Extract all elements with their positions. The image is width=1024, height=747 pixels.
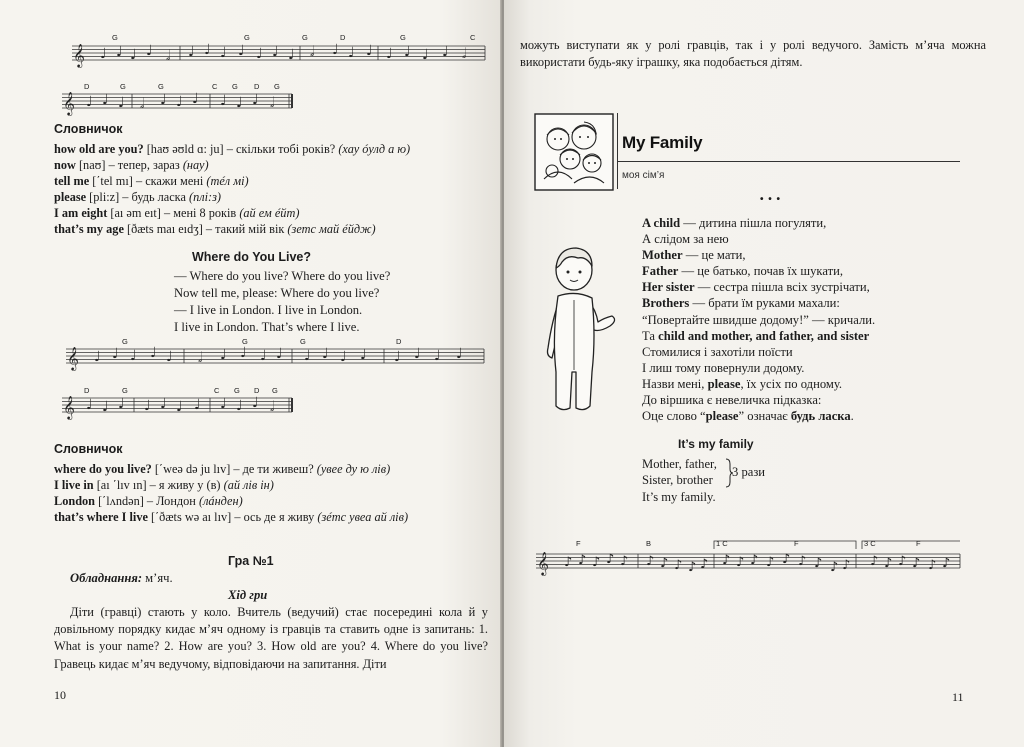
child-illustration (538, 240, 618, 420)
svg-text:♩: ♩ (260, 348, 267, 364)
svg-text:♩: ♩ (146, 43, 153, 59)
svg-text:♪: ♪ (798, 554, 807, 569)
chord-label: C (212, 82, 218, 91)
chord-label: G (232, 82, 238, 91)
svg-text:♩: ♩ (220, 396, 227, 412)
chord-label: G (302, 33, 308, 42)
poem-line: І лиш тому повернули додому. (642, 360, 805, 375)
svg-text:♩: ♩ (304, 348, 311, 364)
chord-label: G (244, 33, 250, 42)
svg-text:♩: ♩ (252, 92, 259, 108)
song-line: Sister, brother (642, 473, 713, 487)
chord-label: 3 C (864, 539, 876, 548)
vocab-entry: tell me [΄tel mı] – скажи мені (тéл мі) (54, 174, 249, 188)
svg-text:♩: ♩ (276, 346, 283, 362)
svg-text:𝅗𝅥: 𝅗𝅥 (462, 46, 467, 62)
svg-text:♩: ♩ (422, 47, 429, 63)
vocab-entry: where do you live? [΄weə də ju lıv] – де ти живеш? (увее ду ю лів) (54, 462, 391, 476)
section-subtitle: моя сім’я (622, 170, 665, 181)
chord-label: F (916, 539, 921, 548)
svg-text:♩: ♩ (348, 45, 355, 61)
svg-text:♪: ♪ (830, 560, 839, 575)
svg-text:♪: ♪ (688, 560, 697, 575)
svg-text:♩: ♩ (130, 47, 137, 63)
svg-text:♪: ♪ (782, 552, 791, 567)
chord-label: F (794, 539, 799, 548)
svg-text:♩: ♩ (386, 46, 393, 62)
vocab-heading: Словничок (54, 442, 123, 456)
svg-text:♩: ♩ (404, 44, 411, 60)
asterisks: • • • (760, 194, 782, 205)
svg-text:♩: ♩ (100, 46, 107, 62)
svg-text:♩: ♩ (252, 395, 259, 411)
svg-text:♩: ♩ (118, 396, 125, 412)
svg-text:♪: ♪ (578, 553, 587, 568)
svg-text:♪: ♪ (884, 556, 893, 571)
chord-label: G (242, 337, 248, 346)
song-line: — I live in London. I live in London. (174, 303, 363, 317)
svg-text:♩: ♩ (102, 399, 109, 415)
poem-line: Father — це батько, почав їх шукати, (642, 264, 843, 279)
svg-text:♩: ♩ (236, 398, 243, 414)
svg-text:𝅗𝅥: 𝅗𝅥 (270, 399, 275, 415)
poem-line: “Повертайте швидше додому!” — кричали. (642, 312, 876, 327)
svg-text:♩: ♩ (194, 397, 201, 413)
game-text: Діти (гравці) стають у коло. Вчитель (ведучий) стає посередині кола й у довільному порядку кидає м’яч одному із гравців та ставить одне із запитань: 1. What is your name? 2. How are you? 3. How old are you? 4. Where do you live? Гравець кидає м’яч ведучому, відповідаючи на запитання. Діти (54, 605, 488, 671)
svg-text:♪: ♪ (674, 558, 683, 573)
svg-text:𝄞: 𝄞 (537, 551, 549, 575)
chord-label: D (84, 386, 90, 395)
chord-label: G (122, 337, 128, 346)
song-title: It’s my family (678, 437, 754, 451)
svg-text:♩: ♩ (166, 349, 173, 365)
svg-text:♩: ♩ (176, 399, 183, 415)
svg-text:♩: ♩ (160, 92, 167, 108)
svg-text:♪: ♪ (928, 558, 937, 573)
svg-text:♩: ♩ (360, 347, 367, 363)
poem-line: Назви мені, please, їх усіх по одному. (642, 376, 843, 391)
vocab-entry: please [pli:z] – будь ласка (плі:з) (54, 190, 222, 204)
svg-text:♩: ♩ (256, 46, 263, 62)
chord-label: G (274, 82, 280, 91)
family-icon (534, 113, 614, 191)
chord-label: G (400, 33, 406, 42)
repeat-note: 3 рази (732, 465, 766, 479)
svg-text:♩: ♩ (144, 398, 151, 414)
poem-line: Her sister — сестра пішла всіх зустрічати, (642, 280, 870, 295)
title-vertical-rule (617, 113, 618, 189)
chord-label: F (576, 539, 581, 548)
svg-text:♪: ♪ (766, 555, 775, 570)
chord-label: D (84, 82, 90, 91)
vocab-heading: Словничок (54, 122, 123, 136)
svg-text:♪: ♪ (750, 553, 759, 568)
svg-text:♩: ♩ (86, 397, 93, 413)
svg-text:♩: ♩ (86, 94, 93, 110)
svg-text:♩: ♩ (188, 44, 195, 60)
svg-text:♪: ♪ (870, 554, 879, 569)
svg-text:𝄞: 𝄞 (67, 346, 79, 370)
svg-text:♪: ♪ (736, 555, 745, 570)
svg-text:♩: ♩ (94, 349, 101, 365)
chord-label: G (120, 82, 126, 91)
chord-label: G (300, 337, 306, 346)
svg-text:𝄞: 𝄞 (63, 395, 75, 419)
poem-line: A child — дитина пішла погуляти, (642, 216, 827, 230)
svg-text:𝄞: 𝄞 (63, 91, 75, 115)
chord-label: G (158, 82, 164, 91)
poem-line: Стомилися і захотіли поїсти (642, 344, 793, 359)
vocab-entry: I am eight [aı əm eıt] – мені 8 років (ай ем éйт) (54, 206, 300, 220)
svg-text:♪: ♪ (646, 554, 655, 569)
chord-label: D (396, 337, 402, 346)
song-line: I live in London. That’s where I live. (174, 320, 360, 334)
chord-label: D (254, 82, 260, 91)
vocab-entry: that’s where I live [΄ðæts wə aı lıv] – ось де я живу (зéтс увеа ай лів) (54, 510, 409, 524)
right-page (504, 0, 1024, 747)
game-title: Гра №1 (228, 554, 274, 568)
svg-text:𝅗𝅥: 𝅗𝅥 (270, 95, 275, 111)
svg-text:♩: ♩ (116, 44, 123, 60)
svg-text:♪: ♪ (814, 556, 823, 571)
page-number: 11 (952, 690, 964, 704)
svg-text:♩: ♩ (322, 346, 329, 362)
svg-text:♪: ♪ (620, 554, 629, 569)
poem-line: А слідом за нею (642, 232, 729, 247)
chord-label: B (646, 539, 652, 548)
music-staff-2 (60, 82, 300, 118)
svg-text:♩: ♩ (272, 44, 279, 60)
svg-text:♪: ♪ (606, 552, 615, 567)
svg-text:♩: ♩ (204, 42, 211, 58)
song-line: It’s my family. (642, 490, 716, 504)
music-staff-4 (60, 386, 300, 422)
svg-text:♪: ♪ (942, 556, 951, 571)
svg-text:𝅗𝅥: 𝅗𝅥 (310, 44, 315, 60)
chord-label: G (272, 386, 278, 395)
song-line: Mother, father, (642, 457, 717, 471)
poem-line: До віршика є невеличка підказка: (642, 393, 822, 408)
svg-text:♩: ♩ (102, 92, 109, 108)
svg-text:♩: ♩ (130, 348, 137, 364)
svg-text:♩: ♩ (366, 43, 373, 59)
svg-text:♩: ♩ (332, 42, 339, 58)
svg-text:♪: ♪ (898, 554, 907, 569)
page-number: 10 (54, 688, 66, 702)
svg-text:♩: ♩ (220, 45, 227, 61)
svg-text:♩: ♩ (160, 396, 167, 412)
song-line: — Where do you live? Where do you live? (174, 269, 391, 283)
svg-text:♪: ♪ (842, 558, 851, 573)
svg-text:♪: ♪ (700, 557, 709, 572)
svg-text:♩: ♩ (456, 346, 463, 362)
svg-text:♩: ♩ (220, 93, 227, 109)
music-staff-5 (534, 538, 964, 582)
vocab-entry: now [naʊ] – тепер, зараз (нау) (54, 158, 209, 172)
chord-label: 1 C (716, 539, 728, 548)
svg-text:♩: ♩ (150, 345, 157, 361)
chord-label: D (254, 386, 260, 395)
chord-label: D (340, 33, 346, 42)
svg-text:♩: ♩ (414, 346, 421, 362)
svg-text:♩: ♩ (176, 94, 183, 110)
chord-label: C (214, 386, 220, 395)
chord-label: G (234, 386, 240, 395)
song-title: Where do You Live? (192, 250, 311, 264)
svg-text:♩: ♩ (238, 43, 245, 59)
game-procedure-title: Хід гри (228, 588, 268, 602)
svg-text:♪: ♪ (660, 556, 669, 571)
song-line: Now tell me, please: Where do you live? (174, 286, 380, 300)
vocab-entry: how old are you? [haʊ əʊld ɑ: ju] – скільки тобі років? (хау óулд а ю) (54, 142, 411, 156)
svg-text:𝅗𝅥: 𝅗𝅥 (140, 96, 145, 112)
vocab-entry: that’s my age [ðæts maı eıdʒ] – такий мій вік (зетс май éйдж) (54, 222, 376, 236)
game-equipment: Обладнання: м’яч. (70, 571, 173, 585)
svg-text:♪: ♪ (564, 555, 573, 570)
svg-text:♪: ♪ (722, 553, 731, 568)
left-page (0, 0, 502, 747)
chord-label: G (112, 33, 118, 42)
intro-text: можуть виступати як у ролі гравців, так і у ролі ведучого. Замість м’яча можна використати будь-яку іграшку, яка подобається дітям. (520, 38, 986, 70)
svg-text:♩: ♩ (192, 91, 199, 107)
chord-label: C (470, 33, 476, 42)
svg-text:♩: ♩ (394, 349, 401, 365)
svg-text:♩: ♩ (434, 348, 441, 364)
svg-text:𝅗𝅥: 𝅗𝅥 (166, 48, 171, 64)
svg-text:♩: ♩ (220, 347, 227, 363)
svg-text:♩: ♩ (118, 95, 125, 111)
svg-text:♩: ♩ (340, 349, 347, 365)
poem-line: Brothers — брати їм руками махали: (642, 296, 840, 311)
svg-text:♩: ♩ (236, 95, 243, 111)
svg-text:♩: ♩ (288, 47, 295, 63)
music-staff-1 (70, 32, 490, 72)
svg-text:♩: ♩ (112, 346, 119, 362)
chord-label: G (122, 386, 128, 395)
poem-line: Оце слово “please” означає будь ласка. (642, 409, 854, 424)
section-title: My Family (622, 133, 703, 152)
svg-text:♩: ♩ (240, 345, 247, 361)
svg-text:♪: ♪ (912, 556, 921, 571)
vocab-entry: London [΄lʌndən] – Лондон (лáнден) (54, 494, 243, 508)
poem-line: Та child and mother, and father, and sister (642, 328, 870, 343)
title-divider (618, 161, 960, 162)
svg-text:𝅗𝅥: 𝅗𝅥 (198, 350, 203, 366)
vocab-entry: I live in [aı ΄lıv ın] – я живу у (в) (ай лів ін) (54, 478, 274, 492)
poem-line: Mother — це мати, (642, 248, 746, 263)
svg-text:𝄞: 𝄞 (73, 43, 85, 67)
poem (642, 215, 875, 424)
svg-text:♪: ♪ (592, 555, 601, 570)
svg-text:♩: ♩ (442, 44, 449, 60)
